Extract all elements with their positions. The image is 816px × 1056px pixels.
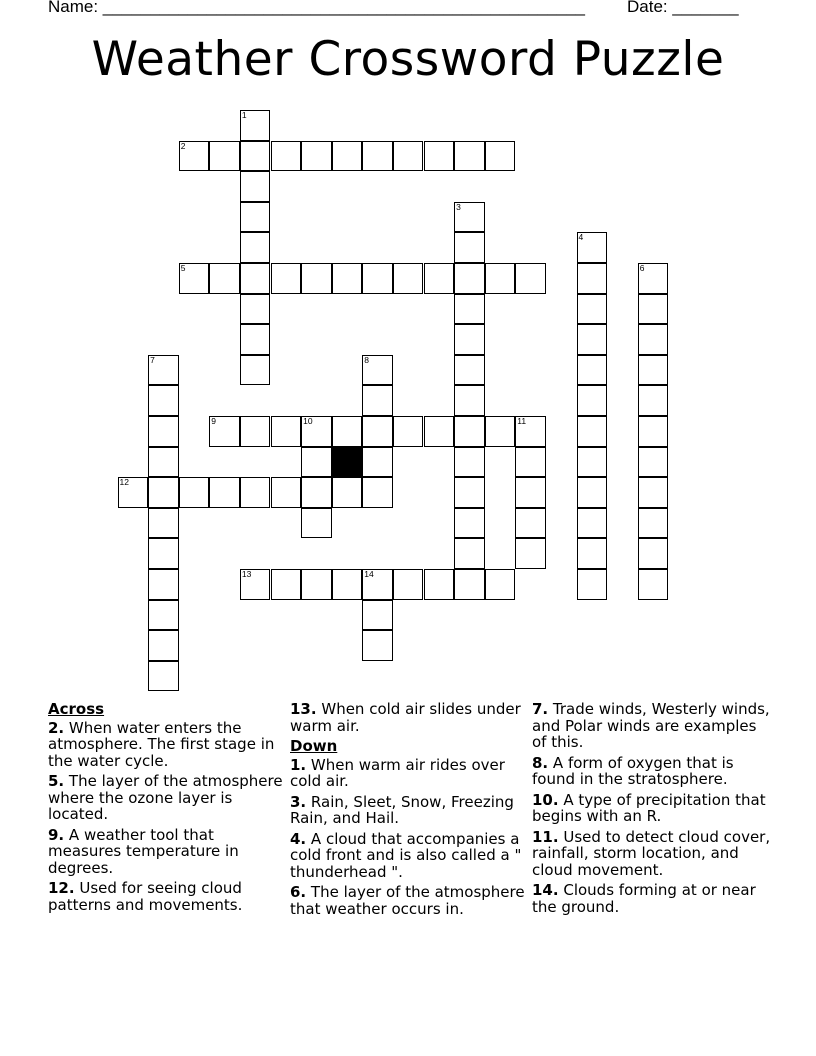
grid-cell[interactable] xyxy=(454,294,485,325)
grid-cell[interactable] xyxy=(240,477,271,508)
grid-cell[interactable] xyxy=(577,538,608,569)
grid-cell[interactable] xyxy=(209,263,240,294)
grid-cell[interactable] xyxy=(332,416,363,447)
grid-cell[interactable] xyxy=(393,141,424,172)
grid-cell[interactable] xyxy=(454,141,485,172)
grid-cell[interactable] xyxy=(362,569,393,600)
grid-cell[interactable] xyxy=(515,447,546,478)
grid-cell[interactable] xyxy=(393,569,424,600)
grid-cell-number: 9 xyxy=(211,416,217,426)
grid-cell[interactable] xyxy=(240,324,271,355)
grid-cell[interactable] xyxy=(179,141,210,172)
grid-cell[interactable] xyxy=(454,477,485,508)
grid-cell[interactable] xyxy=(271,477,302,508)
clue-down-1: 1. When warm air rides over cold air. xyxy=(290,755,505,790)
grid-cell[interactable] xyxy=(577,508,608,539)
clue-across-2: 2. When water enters the atmosphere. The first stage in the water cycle. xyxy=(48,718,275,770)
grid-cell-number: 13 xyxy=(241,569,252,579)
grid-cell[interactable] xyxy=(638,355,669,386)
grid-cell[interactable] xyxy=(454,263,485,294)
grid-cell[interactable] xyxy=(362,263,393,294)
grid-cell[interactable] xyxy=(240,294,271,325)
grid-cell[interactable] xyxy=(209,141,240,172)
grid-cell[interactable] xyxy=(271,416,302,447)
grid-cell[interactable] xyxy=(240,171,271,202)
clues-column-3 xyxy=(532,701,772,919)
grid-cell[interactable] xyxy=(240,232,271,263)
grid-cell[interactable] xyxy=(638,477,669,508)
page-title: Weather Crossword Puzzle xyxy=(91,32,725,87)
across-heading: Across xyxy=(48,700,105,718)
clue-down-11: 11. Used to detect cloud cover, rainfall, storm location, and cloud movement. xyxy=(532,827,771,879)
grid-cell[interactable] xyxy=(577,263,608,294)
grid-cell-number: 6 xyxy=(639,263,645,273)
grid-cell[interactable] xyxy=(240,141,271,172)
grid-cell-number: 4 xyxy=(578,232,584,243)
grid-cell[interactable] xyxy=(454,538,485,569)
grid-cell[interactable] xyxy=(240,110,271,141)
grid-cell[interactable] xyxy=(301,477,332,508)
clue-down-14: 14. Clouds forming at or near the ground. xyxy=(532,881,756,916)
grid-cell[interactable] xyxy=(515,508,546,539)
clue-down-3: 3. Rain, Sleet, Snow, Freezing Rain, and Hail. xyxy=(290,792,514,827)
grid-cell[interactable] xyxy=(148,447,179,478)
grid-cell[interactable] xyxy=(577,355,608,386)
grid-cell[interactable] xyxy=(148,630,179,661)
grid-cell[interactable] xyxy=(118,477,149,508)
grid-cell[interactable] xyxy=(515,263,546,294)
grid-cell[interactable] xyxy=(424,263,455,294)
clue-down-10: 10. A type of precipitation that begins with an R. xyxy=(532,790,766,825)
grid-cell[interactable] xyxy=(301,447,332,478)
grid-cell[interactable] xyxy=(577,569,608,600)
grid-cell[interactable] xyxy=(485,569,516,600)
grid-cell[interactable] xyxy=(179,263,210,294)
grid-cell[interactable] xyxy=(362,141,393,172)
grid-cell-number: 11 xyxy=(517,416,527,426)
grid-cell[interactable] xyxy=(240,202,271,233)
clue-across-5: 5. The layer of the atmosphere where the ozone layer is located. xyxy=(48,772,283,823)
grid-cell[interactable] xyxy=(638,416,669,447)
grid-cell[interactable] xyxy=(454,447,485,478)
grid-cell[interactable] xyxy=(638,538,669,569)
grid-cell-number: 12 xyxy=(119,477,129,488)
clues-column-1 xyxy=(48,701,284,917)
grid-cell[interactable] xyxy=(332,263,363,294)
grid-cell[interactable] xyxy=(454,416,485,447)
clue-across-12: 12. Used for seeing cloud patterns and movements. xyxy=(48,879,243,914)
grid-cell[interactable] xyxy=(148,385,179,416)
clues-column-2 xyxy=(290,701,528,921)
grid-cell[interactable] xyxy=(240,263,271,294)
grid-cell[interactable] xyxy=(271,569,302,600)
grid-black-cell xyxy=(332,447,363,478)
grid-cell[interactable] xyxy=(638,569,669,600)
grid-cell[interactable] xyxy=(393,263,424,294)
grid-cell[interactable] xyxy=(485,416,516,447)
grid-cell[interactable] xyxy=(454,508,485,539)
clue-down-4: 4. A cloud that accompanies a cold front and is also called a " thunderhead ". xyxy=(290,829,522,881)
grid-cell-number: 1 xyxy=(241,110,247,120)
grid-cell[interactable] xyxy=(638,294,669,325)
grid-cell-number: 7 xyxy=(150,354,155,365)
grid-cell[interactable] xyxy=(362,630,393,661)
grid-cell[interactable] xyxy=(424,569,455,600)
grid-cell[interactable] xyxy=(332,141,363,172)
grid-cell[interactable] xyxy=(362,447,393,478)
grid-cell[interactable] xyxy=(301,508,332,539)
clue-across-9: 9. A weather tool that measures temperature in degrees. xyxy=(48,825,239,877)
grid-cell[interactable] xyxy=(454,355,485,386)
grid-cell[interactable] xyxy=(148,477,179,508)
clue-down-6: 6. The layer of the atmosphere that weather occurs in. xyxy=(290,883,525,918)
grid-cell[interactable] xyxy=(148,569,179,600)
grid-cell[interactable] xyxy=(515,477,546,508)
grid-cell-number: 5 xyxy=(180,263,186,273)
grid-cell[interactable] xyxy=(454,232,485,263)
grid-cell[interactable] xyxy=(148,508,179,539)
grid-cell[interactable] xyxy=(179,477,210,508)
grid-cell[interactable] xyxy=(148,538,179,569)
grid-cell[interactable] xyxy=(362,385,393,416)
grid-cell[interactable] xyxy=(271,141,302,172)
grid-cell[interactable] xyxy=(638,324,669,355)
grid-cell[interactable] xyxy=(638,263,669,294)
grid-cell-number: 3 xyxy=(456,201,461,212)
grid-cell[interactable] xyxy=(577,294,608,325)
grid-cell[interactable] xyxy=(332,569,363,600)
grid-cell[interactable] xyxy=(638,508,669,539)
grid-cell[interactable] xyxy=(362,600,393,631)
grid-cell[interactable] xyxy=(577,324,608,355)
clue-across-13: 13. When cold air slides under warm air. xyxy=(290,700,521,735)
grid-cell[interactable] xyxy=(362,477,393,508)
grid-cell[interactable] xyxy=(638,385,669,416)
grid-cell-number: 10 xyxy=(303,416,313,426)
grid-cell[interactable] xyxy=(148,355,179,386)
grid-cell[interactable] xyxy=(454,324,485,355)
clue-down-8: 8. A form of oxygen that is found in the stratosphere. xyxy=(532,753,734,788)
grid-cell[interactable] xyxy=(301,569,332,600)
grid-cell[interactable] xyxy=(454,385,485,416)
name-field[interactable]: Name: ___________________________________________________ xyxy=(48,0,585,16)
grid-cell[interactable] xyxy=(148,416,179,447)
grid-cell[interactable] xyxy=(515,538,546,569)
grid-cell[interactable] xyxy=(240,355,271,386)
grid-cell[interactable] xyxy=(362,416,393,447)
grid-cell[interactable] xyxy=(577,447,608,478)
down-heading: Down xyxy=(290,737,338,755)
grid-cell[interactable] xyxy=(271,263,302,294)
grid-cell-number: 14 xyxy=(364,569,374,579)
grid-cell[interactable] xyxy=(638,447,669,478)
grid-cell[interactable] xyxy=(209,416,240,447)
grid-cell[interactable] xyxy=(240,569,271,600)
grid-cell[interactable] xyxy=(454,569,485,600)
grid-cell[interactable] xyxy=(362,355,393,386)
date-field[interactable]: Date: _______ xyxy=(627,0,739,16)
grid-cell[interactable] xyxy=(209,477,240,508)
grid-cell[interactable] xyxy=(577,477,608,508)
grid-cell[interactable] xyxy=(454,202,485,233)
grid-cell[interactable] xyxy=(485,141,516,172)
grid-cell[interactable] xyxy=(577,232,608,263)
grid-cell[interactable] xyxy=(393,416,424,447)
grid-cell[interactable] xyxy=(148,600,179,631)
grid-cell[interactable] xyxy=(148,661,179,692)
grid-cell[interactable] xyxy=(301,263,332,294)
grid-cell[interactable] xyxy=(577,385,608,416)
clue-down-7: 7. Trade winds, Westerly winds, and Polar winds are examples of this. xyxy=(532,700,770,751)
grid-cell[interactable] xyxy=(424,416,455,447)
grid-cell[interactable] xyxy=(240,416,271,447)
grid-cell[interactable] xyxy=(301,141,332,172)
grid-cell[interactable] xyxy=(332,477,363,508)
grid-cell[interactable] xyxy=(485,263,516,294)
grid-cell[interactable] xyxy=(515,416,546,447)
grid-cell[interactable] xyxy=(577,416,608,447)
grid-cell-number: 2 xyxy=(180,140,186,151)
grid-cell[interactable] xyxy=(424,141,455,172)
grid-cell-number: 8 xyxy=(364,354,370,365)
grid-cell[interactable] xyxy=(301,416,332,447)
